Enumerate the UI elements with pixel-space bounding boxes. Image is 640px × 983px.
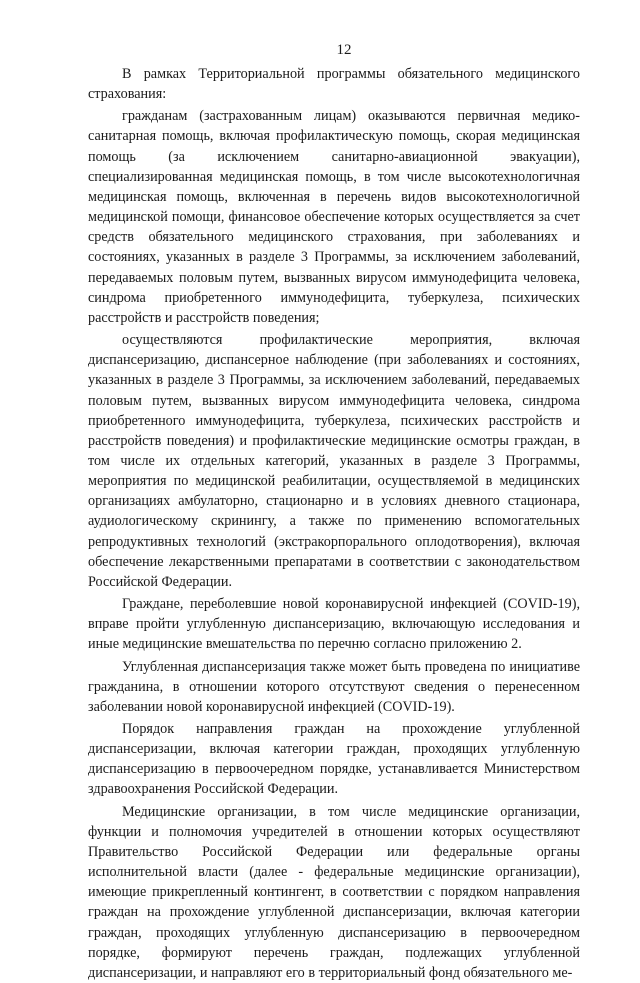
- paragraph-initiative: Углубленная диспансеризация также может быть проведена по инициативе гражданина, в отношении которого отсутствуют сведения о перенесенном заболевании новой коронавирусной инфекцией (COVID-19).: [88, 658, 580, 715]
- paragraph-covid-dispensary: Граждане, переболевшие новой коронавирусной инфекцией (COVID-19), вправе пройти углубленную диспансеризацию, включающую исследования и иные медицинские вмешательства по перечню согласно приложению 2.: [88, 596, 580, 653]
- paragraph-procedure: Порядок направления граждан на прохождение углубленной диспансеризации, включая категории граждан, проходящих углубленную диспансеризацию в первоочередном порядке, устанавливается Министерством здравоохранения Российской Федерации.: [88, 721, 580, 798]
- paragraph-intro: В рамках Территориальной программы обязательного медицинского страхования:: [88, 66, 580, 103]
- paragraph-medical-organizations: Медицинские организации, в том числе медицинские организации, функции и полномочия учредителей в отношении которых осуществляют Правительство Российской Федерации или федеральные органы исполнительной власти (далее - федеральные медицинские организации), имеющие прикрепленный контингент, в соответствии с порядком направления граждан на прохождение углубленной диспансеризации, включая категории граждан, проходящих углубленную диспансеризацию в первоочередном порядке, формируют перечень граждан, подлежащих углубленной диспансеризации, и направляют его в территориальный фонд обязательного ме-: [88, 803, 580, 981]
- paragraph-insured-care: гражданам (застрахованным лицам) оказываются первичная медико-санитарная помощь, включая профилактическую помощь, скорая медицинская помощь (за исключением санитарно-авиационной эвакуации), специализированная медицинская помощь, в том числе высокотехнологичная медицинская помощь, включенная в перечень видов высокотехнологичной медицинской помощи, финансовое обеспечение которых осуществляется за счет средств обязательного медицинского страхования, при заболеваниях и состояниях, указанных в разделе 3 Программы, за исключением заболеваний, передаваемых половым путем, вызванных вирусом иммунодефицита человека, синдрома приобретенного иммунодефицита, туберкулеза, психических расстройств и расстройств поведения;: [88, 108, 580, 326]
- paragraph-preventive-measures: осуществляются профилактические мероприятия, включая диспансеризацию, диспансерное наблюдение (при заболеваниях и состояниях, указанных в разделе 3 Программы, за исключением заболеваний, передаваемых половым путем, вызванных вирусом иммунодефицита человека, синдрома приобретенного иммунодефицита, туберкулеза, психических расстройств и расстройств поведения) и профилактические медицинские осмотры граждан, в том числе их отдельных категорий, указанных в разделе 3 Программы, мероприятия по медицинской реабилитации, осуществляемой в медицинских организациях амбулаторно, стационарно и в условиях дневного стационара, аудиологическому скринингу, а также по применению вспомогательных репродуктивных технологий (экстракорпорального оплодотворения), включая обеспечение лекарственными препаратами в соответствии с законодательством Российской Федерации.: [88, 332, 580, 590]
- page-number: 12: [336, 42, 352, 58]
